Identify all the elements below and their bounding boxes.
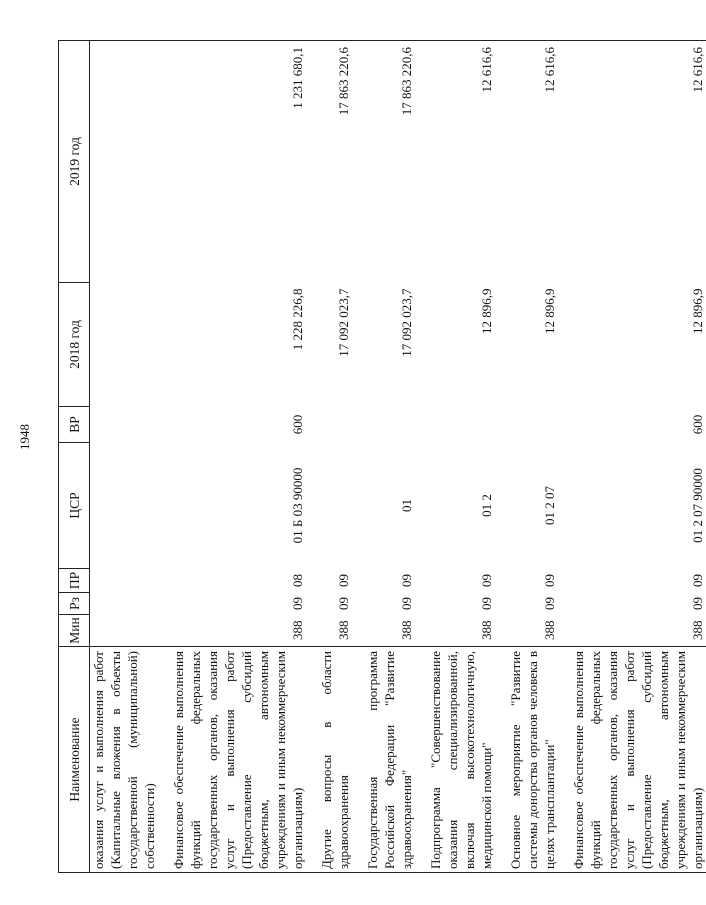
row-csr xyxy=(90,443,159,569)
row-name: оказания услуг и выполнения работ (Капитальные вложения в объекты государственной (муниципальной) собственности) xyxy=(90,647,159,873)
header-2019: 2019 год xyxy=(59,41,90,283)
table-row xyxy=(415,41,495,873)
row-name: Другие вопросы в области здравоохранения xyxy=(306,647,352,873)
table-row xyxy=(352,41,415,873)
row-pr: 09 xyxy=(399,574,414,587)
header-pr: ПР xyxy=(59,569,90,593)
row-2018: 17 092 023,7 xyxy=(336,288,351,357)
header-min: Мин xyxy=(59,615,90,647)
row-name: Финансовое обеспечение выполнения функций федеральных государственных органов, оказания услуг и выполнения работ (Предоставление субсидий бюджетным, автономным учреждениям и иным некоммерческим организациям) xyxy=(558,647,706,873)
row-min xyxy=(90,615,159,647)
row-rz: 09 xyxy=(690,597,705,610)
row-min: 388 xyxy=(542,620,557,640)
row-2019: 12 616,6 xyxy=(415,41,495,283)
row-pr: 09 xyxy=(479,574,494,587)
row-rz: 09 xyxy=(336,597,351,610)
row-pr: 09 xyxy=(336,574,351,587)
table-row xyxy=(558,41,706,873)
row-2019: 12 616,6 xyxy=(558,41,706,283)
row-2018 xyxy=(90,283,159,407)
row-vr xyxy=(415,407,495,443)
row-vr xyxy=(306,407,352,443)
row-csr: 01 Б 03 90000 xyxy=(290,467,305,544)
row-2018: 12 896,9 xyxy=(479,288,494,334)
table-row xyxy=(306,41,352,873)
table-row xyxy=(158,41,306,873)
row-rz: 09 xyxy=(542,597,557,610)
row-2018: 1 228 226,8 xyxy=(290,288,305,351)
row-vr xyxy=(352,407,415,443)
row-pr: 09 xyxy=(690,574,705,587)
table-header-row xyxy=(59,41,90,873)
row-2018: 12 896,9 xyxy=(542,288,557,334)
row-name: Государственная программа Российской Федерации "Развитие здравоохранения" xyxy=(352,647,415,873)
row-vr xyxy=(90,407,159,443)
table-row xyxy=(495,41,558,873)
row-name: Основное мероприятие "Развитие системы донорства органов человека в целях трансплантации" xyxy=(495,647,558,873)
header-vr: ВР xyxy=(59,407,90,443)
page-number: 1948 xyxy=(17,424,32,450)
header-2018: 2018 год xyxy=(59,283,90,407)
row-pr: 09 xyxy=(542,574,557,587)
row-csr: 01 2 xyxy=(479,494,494,517)
row-name: Подпрограмма "Совершенствование оказания специализированной, включая высокотехнологичную, медицинской помощи" xyxy=(415,647,495,873)
row-2019 xyxy=(90,41,159,283)
budget-table-rotated xyxy=(58,41,705,873)
row-csr: 01 2 07 90000 xyxy=(690,468,705,543)
row-2018: 12 896,9 xyxy=(690,288,705,334)
row-2019: 17 863 220,6 xyxy=(306,41,352,283)
row-2018: 17 092 023,7 xyxy=(399,288,414,357)
row-vr: 600 xyxy=(290,414,305,435)
row-2019: 17 863 220,6 xyxy=(352,41,415,283)
row-rz: 09 xyxy=(290,597,305,610)
row-min: 388 xyxy=(336,620,351,640)
row-min: 388 xyxy=(290,620,305,640)
row-rz: 09 xyxy=(479,597,494,610)
row-min: 388 xyxy=(690,620,705,640)
row-pr xyxy=(90,569,159,593)
row-min: 388 xyxy=(479,620,494,640)
header-csr: ЦСР xyxy=(59,443,90,569)
row-name: Финансовое обеспечение выполнения функций федеральных государственных органов, оказания услуг и выполнения работ (Предоставление субсидий бюджетным, автономным учреждениям и иным некоммерческим организациям) xyxy=(158,647,306,873)
row-rz: 09 xyxy=(399,597,414,610)
row-csr xyxy=(306,443,352,569)
header-rz: Рз xyxy=(59,593,90,615)
row-vr xyxy=(495,407,558,443)
row-csr: 01 2 07 xyxy=(542,486,557,525)
header-name: Наименование xyxy=(59,647,90,873)
budget-table xyxy=(58,40,706,873)
row-min: 388 xyxy=(399,620,414,640)
page-number-wrap xyxy=(17,424,32,450)
row-csr: 01 xyxy=(399,499,414,512)
row-2019: 1 231 680,1 xyxy=(158,41,306,283)
row-rz xyxy=(90,593,159,615)
row-vr: 600 xyxy=(690,414,705,435)
row-pr: 08 xyxy=(290,574,305,587)
row-2019: 12 616,6 xyxy=(495,41,558,283)
table-row xyxy=(90,41,159,873)
